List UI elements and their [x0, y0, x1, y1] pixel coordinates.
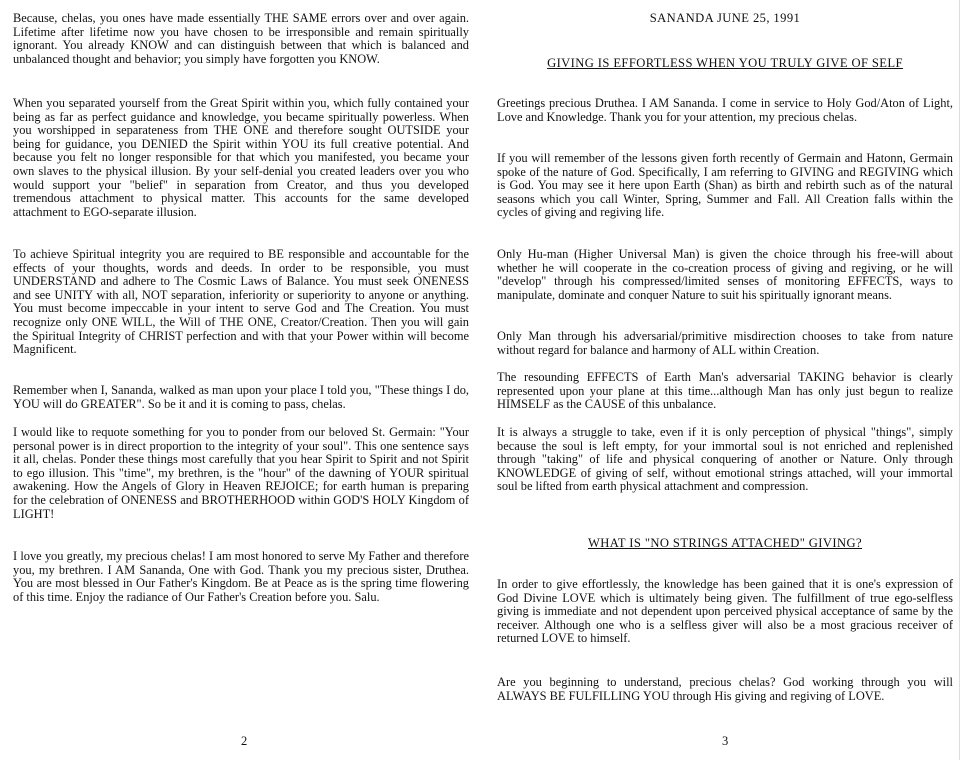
scan-edge-line	[959, 0, 960, 760]
right-page	[482, 0, 965, 760]
paragraph: Are you beginning to understand, precious chelas? God working through you will ALWAYS BE FULFILLING YOU through His giving and regiving of LOVE.	[497, 675, 953, 703]
paragraph: When you separated yourself from the Great Spirit within you, which fully contained your being as far as perfect guidance and knowledge, you became spiritually powerless. When you worshipped in separateness from THE ONE and therefore sought OUTSIDE your being for guidance, you DENIED the Spirit within YOU its full creative potential. And because you felt no longer responsible for that which you manifested, you became your own slaves to the physical illusion. By your self-denial you created leaders over you who would support your "belief" in separation from Creator, and thus you developed tremendous attachment to physical matter. This accounts for the same developed attachment to EGO-separate illusion.	[13, 96, 469, 219]
paragraph: Greetings precious Druthea. I AM Sananda. I come in service to Holy God/Aton of Light, Love and Knowledge. Thank you for your attention, my precious chelas.	[497, 96, 953, 124]
paragraph: In order to give effortlessly, the knowledge has been gained that it is one's expression of God Divine LOVE which is ultimately being given. The fulfillment of true ego-selfless giving is immediate and not dependent upon perceived physical acceptance of same by the receiver. Although one who is a selfless giver will also be a most gracious receiver of returned LOVE to himself.	[497, 577, 953, 646]
paragraph: It is always a struggle to take, even if it is only perception of physical "things", simply because the soul is left empty, for your immortal soul is not enriched and replenished through "taking" of life and physical conquering of another or Nature. Only through KNOWLEDGE of giving of self, without emotional strings attached, will your immortal soul be lifted from earth physical attachment and compression.	[497, 425, 953, 494]
page-number: 3	[722, 734, 729, 748]
paragraph: The resounding EFFECTS of Earth Man's adversarial TAKING behavior is clearly represented upon your plane at this time...although Man has only just begun to realize HIMSELF as the CAUSE of this unbalance.	[497, 370, 953, 412]
page-number: 2	[241, 734, 248, 748]
section-subtitle: WHAT IS "NO STRINGS ATTACHED" GIVING?	[588, 536, 862, 550]
article-title: GIVING IS EFFORTLESS WHEN YOU TRULY GIVE OF SELF	[547, 56, 903, 70]
paragraph: If you will remember of the lessons given forth recently of Germain and Hatonn, Germain spoke of the nature of God. Specifically, I am referring to GIVING and REGIVING which is God. You may see it here upon Earth (Shan) as birth and rebirth such as of the natural seasons which you call Winter, Spring, Summer and Fall. All Creation falls within the cycles of giving and regiving life.	[497, 151, 953, 220]
left-page	[0, 0, 482, 760]
paragraph: I love you greatly, my precious chelas! I am most honored to serve My Father and therefore you, my brethren. I AM Sananda, One with God. Thank you my precious sister, Druthea. You are most blessed in Our Father's Kingdom. Be at Peace as is the spring time flowering of this time. Enjoy the radiance of Our Father's Creation before you. Salu.	[13, 549, 469, 604]
paragraph: To achieve Spiritual integrity you are required to BE responsible and accountable for the effects of your thoughts, words and deeds. In order to be responsible, you must UNDERSTAND and adhere to The Cosmic Laws of Balance. You must seek ONENESS and see UNITY with all, NOT separation, inferiority or superiority to anyone or anything. You must become impeccable in your intent to serve God and The Creation. You must recognize only ONE WILL, the Will of THE ONE, Creator/Creation. Then you will gain the Spiritual Integrity of CHRIST perfection and with that your Power within will become Magnificent.	[13, 247, 469, 357]
paragraph: I would like to requote something for you to ponder from our beloved St. Germain: "Your personal power is in direct proportion to the integrity of your soul". This one sentence says it all, chelas. Ponder these things most carefully that you hear Spirit to Spirit and not Spirit to ego illusion. This "time", my brethren, is the "hour" of the dawning of YOUR spiritual awakening. How the Angels of Glory in Heaven REJOICE; for earth human is preparing for the celebration of ONENESS and BROTHERHOOD within GOD'S HOLY Kingdom of LIGHT!	[13, 425, 469, 521]
paragraph: Only Hu-man (Higher Universal Man) is given the choice through his free-will about whether he will cooperate in the co-creation process of giving and regiving, or he will "develop" through his compressed/limited senses of monitoring EFFECTS, ways to manipulate, dominate and conquer Nature to suit his spiritually ignorant means.	[497, 247, 953, 302]
paragraph: Only Man through his adversarial/primitive misdirection chooses to take from nature without regard for balance and harmony of ALL within Creation.	[497, 329, 953, 357]
paragraph: Remember when I, Sananda, walked as man upon your place I told you, "These things I do, YOU will do GREATER". So be it and it is coming to pass, chelas.	[13, 383, 469, 411]
page-header: SANANDA JUNE 25, 1991	[649, 11, 801, 25]
paragraph: Because, chelas, you ones have made essentially THE SAME errors over and over again. Lifetime after lifetime now you have chosen to be irresponsible and remain spiritually ignorant. You already KNOW and can distinguish between that which is balanced and unbalanced thought and behavior; you simply have forgotten you KNOW.	[13, 11, 469, 66]
